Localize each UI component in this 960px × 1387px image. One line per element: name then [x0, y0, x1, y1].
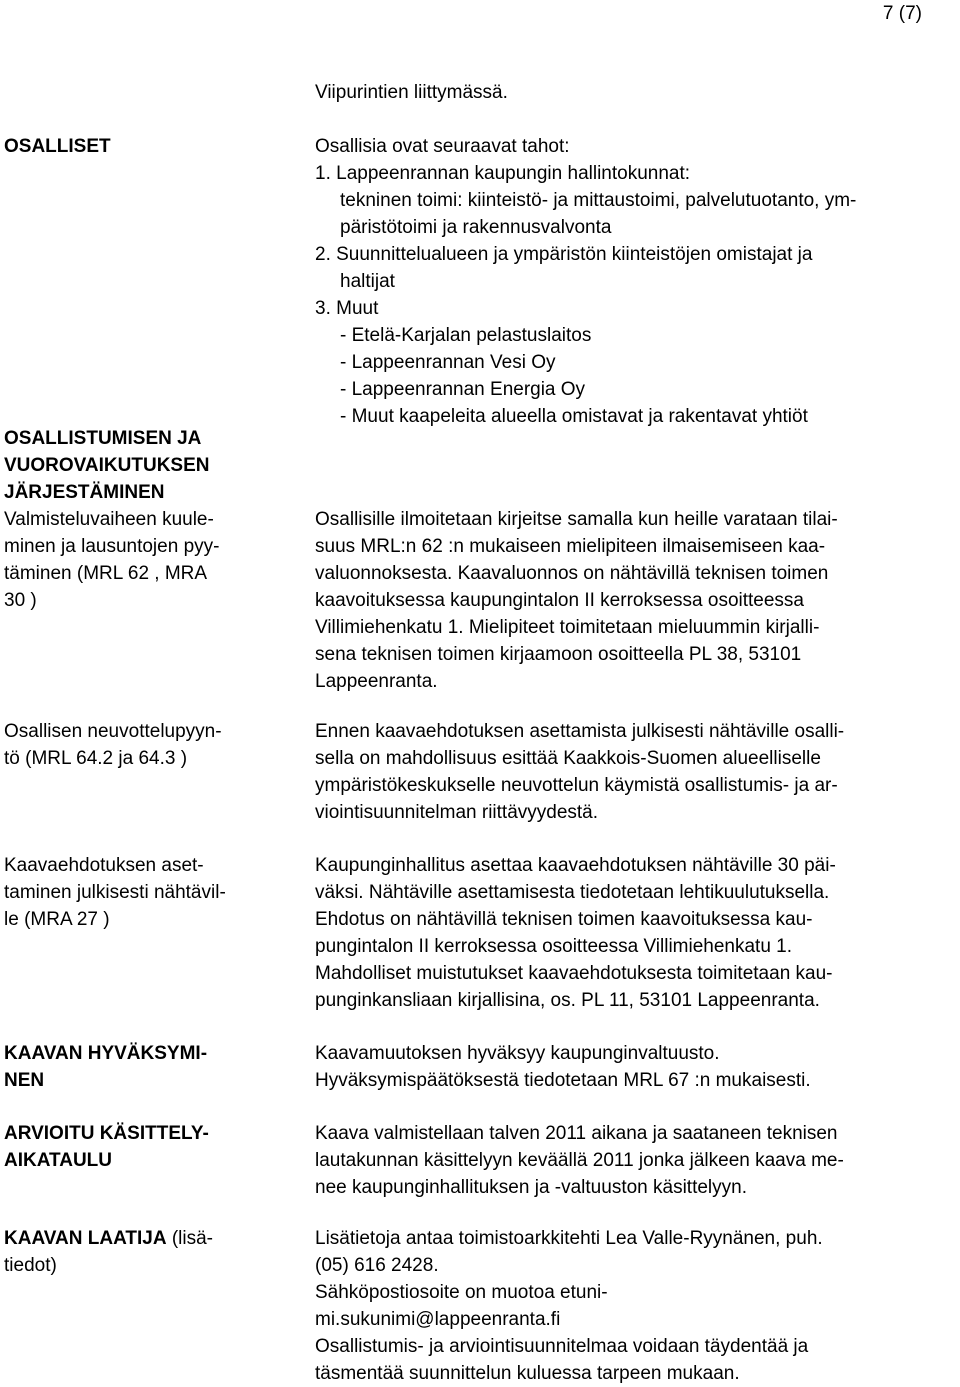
kaavaehdotus-label-line: taminen julkisesti nähtävil- — [4, 882, 226, 903]
heading-osalliset: OSALLISET — [4, 136, 111, 157]
paragraph-line: suus MRL:n 62 :n mukaiseen mielipiteen ilmaisemiseen kaa- — [315, 536, 826, 557]
neuvottelu-label-line: tö (MRL 64.2 ja 64.3 ) — [4, 748, 188, 769]
paragraph-line: Ehdotus on nähtävillä teknisen toimen kaavoituksessa kau- — [315, 909, 813, 930]
neuvottelu-text — [315, 718, 955, 826]
kaavaehdotus-label-line: le (MRA 27 ) — [4, 909, 110, 930]
osalliset-intro: Osallisia ovat seuraavat tahot: — [315, 136, 570, 157]
paragraph-line: lautakunnan käsittelyyn keväällä 2011 jonka jälkeen kaava me- — [315, 1150, 844, 1171]
osallistuminen-sublabel-line: 30 ) — [4, 590, 37, 611]
laatija-left — [4, 1225, 294, 1279]
paragraph-line: Sähköpostiosoite on muotoa etuni- — [315, 1282, 608, 1303]
osallistuminen-sublabel-line: Valmisteluvaiheen kuule- — [4, 509, 214, 530]
paragraph-line: pungintalon II kerroksessa osoitteessa Villimiehenkatu 1. — [315, 936, 793, 957]
osalliset-section — [315, 133, 955, 430]
paragraph-line: Ennen kaavaehdotuksen asettamista julkisesti nähtäville osalli- — [315, 721, 845, 742]
item-3-title: 3. Muut — [315, 298, 379, 319]
paragraph-line: mi.sukunimi@lappeenranta.fi — [315, 1309, 561, 1330]
paragraph-line: viointisuunnitelman riittävyydestä. — [315, 802, 599, 823]
paragraph-line: sena teknisen toimen kirjaamoon osoitteella PL 38, 53101 — [315, 644, 802, 665]
paragraph-line: Kaavamuutoksen hyväksyy kaupunginvaltuusto. — [315, 1043, 720, 1064]
paragraph-line: Mahdolliset muistutukset kaavaehdotuksesta toimitetaan kau- — [315, 963, 833, 984]
paragraph-line: nee kaupunginhallituksen ja -valtuuston käsittelyyn. — [315, 1177, 747, 1198]
kaavaehdotus-left — [4, 852, 294, 933]
paragraph-line: Osallisille ilmoitetaan kirjeitse samalla kun heille varataan tilai- — [315, 509, 838, 530]
heading-osallistuminen-line: OSALLISTUMISEN JA — [4, 428, 202, 449]
osallistuminen-sublabel-line: täminen (MRL 62 , MRA — [4, 563, 208, 584]
item-3-list-item: - Etelä-Karjalan pelastuslaitos — [340, 325, 592, 346]
paragraph-line: punginkansliaan kirjallisina, os. PL 11, 53101 Lappeenranta. — [315, 990, 820, 1011]
laatija-lisatiedot: (lisä- — [166, 1228, 214, 1249]
paragraph-line: täsmentää suunnittelun kuluessa tarpeen mukaan. — [315, 1363, 740, 1384]
kaavaehdotus-text — [315, 852, 955, 1014]
heading-osallistuminen-line: VUOROVAIKUTUKSEN — [4, 455, 210, 476]
intro-continuation: Viipurintien liittymässä. — [315, 82, 508, 103]
aikataulu-heading — [4, 1120, 294, 1174]
osallistuminen-left — [4, 425, 294, 614]
paragraph-line: Hyväksymispäätöksestä tiedotetaan MRL 67 :n mukaisesti. — [315, 1070, 811, 1091]
item-1-text-line: tekninen toimi: kiinteistö- ja mittaustoimi, palvelutuotanto, ym- — [340, 190, 857, 211]
laatija-lisatiedot-cont: tiedot) — [4, 1255, 57, 1276]
item-1-text-line: päristötoimi ja rakennusvalvonta — [340, 217, 612, 238]
paragraph-line: Kaupunginhallitus asettaa kaavaehdotuksen nähtäville 30 päi- — [315, 855, 836, 876]
paragraph-line: Villimiehenkatu 1. Mielipiteet toimitetaan mieluummin kirjalli- — [315, 617, 820, 638]
paragraph-line: kaavoituksessa kaupungintalon II kerroksessa osoitteessa — [315, 590, 804, 611]
aikataulu-text — [315, 1120, 955, 1201]
heading-line: AIKATAULU — [4, 1150, 112, 1171]
item-2-line: 2. Suunnittelualueen ja ympäristön kiinteistöjen omistajat ja — [315, 244, 813, 265]
neuvottelu-label-line: Osallisen neuvottelupyyn- — [4, 721, 222, 742]
hyvaksyminen-text — [315, 1040, 955, 1094]
neuvottelu-left — [4, 718, 294, 772]
item-3-list-item: - Lappeenrannan Vesi Oy — [340, 352, 556, 373]
heading-osallistuminen-line: JÄRJESTÄMINEN — [4, 482, 165, 503]
laatija-text — [315, 1225, 955, 1387]
heading-line: ARVIOITU KÄSITTELY- — [4, 1123, 209, 1144]
paragraph-line: (05) 616 2428. — [315, 1255, 439, 1276]
paragraph-line: väksi. Nähtäville asettamisesta tiedotetaan lehtikuulutuksella. — [315, 882, 830, 903]
osallistuminen-sublabel-line: minen ja lausuntojen pyy- — [4, 536, 220, 557]
page-number: 7 (7) — [882, 3, 922, 24]
paragraph-line: valuonnoksesta. Kaavaluonnos on nähtävillä teknisen toimen — [315, 563, 829, 584]
paragraph-line: sella on mahdollisuus esittää Kaakkois-Suomen alueelliselle — [315, 748, 821, 769]
paragraph-line: Osallistumis- ja arviointisuunnitelmaa voidaan täydentää ja — [315, 1336, 809, 1357]
heading-line: KAAVAN HYVÄKSYMI- — [4, 1043, 208, 1064]
paragraph-line: Lappeenranta. — [315, 671, 438, 692]
kaavaehdotus-label-line: Kaavaehdotuksen aset- — [4, 855, 204, 876]
hyvaksyminen-heading — [4, 1040, 294, 1094]
laatija-heading: KAAVAN LAATIJA — [4, 1228, 167, 1249]
heading-line: NEN — [4, 1070, 45, 1091]
paragraph-line: Kaava valmistellaan talven 2011 aikana ja saataneen teknisen — [315, 1123, 838, 1144]
paragraph-line: Lisätietoja antaa toimistoarkkitehti Lea Valle-Ryynänen, puh. — [315, 1228, 823, 1249]
paragraph-line: ympäristökeskukselle neuvottelun käymistä osallistumis- ja ar- — [315, 775, 838, 796]
item-2-line: haltijat — [340, 271, 395, 292]
item-1-title: 1. Lappeenrannan kaupungin hallintokunnat: — [315, 163, 691, 184]
osallistuminen-text — [315, 506, 955, 695]
item-3-list-item: - Muut kaapeleita alueella omistavat ja rakentavat yhtiöt — [340, 406, 808, 427]
item-3-list-item: - Lappeenrannan Energia Oy — [340, 379, 586, 400]
